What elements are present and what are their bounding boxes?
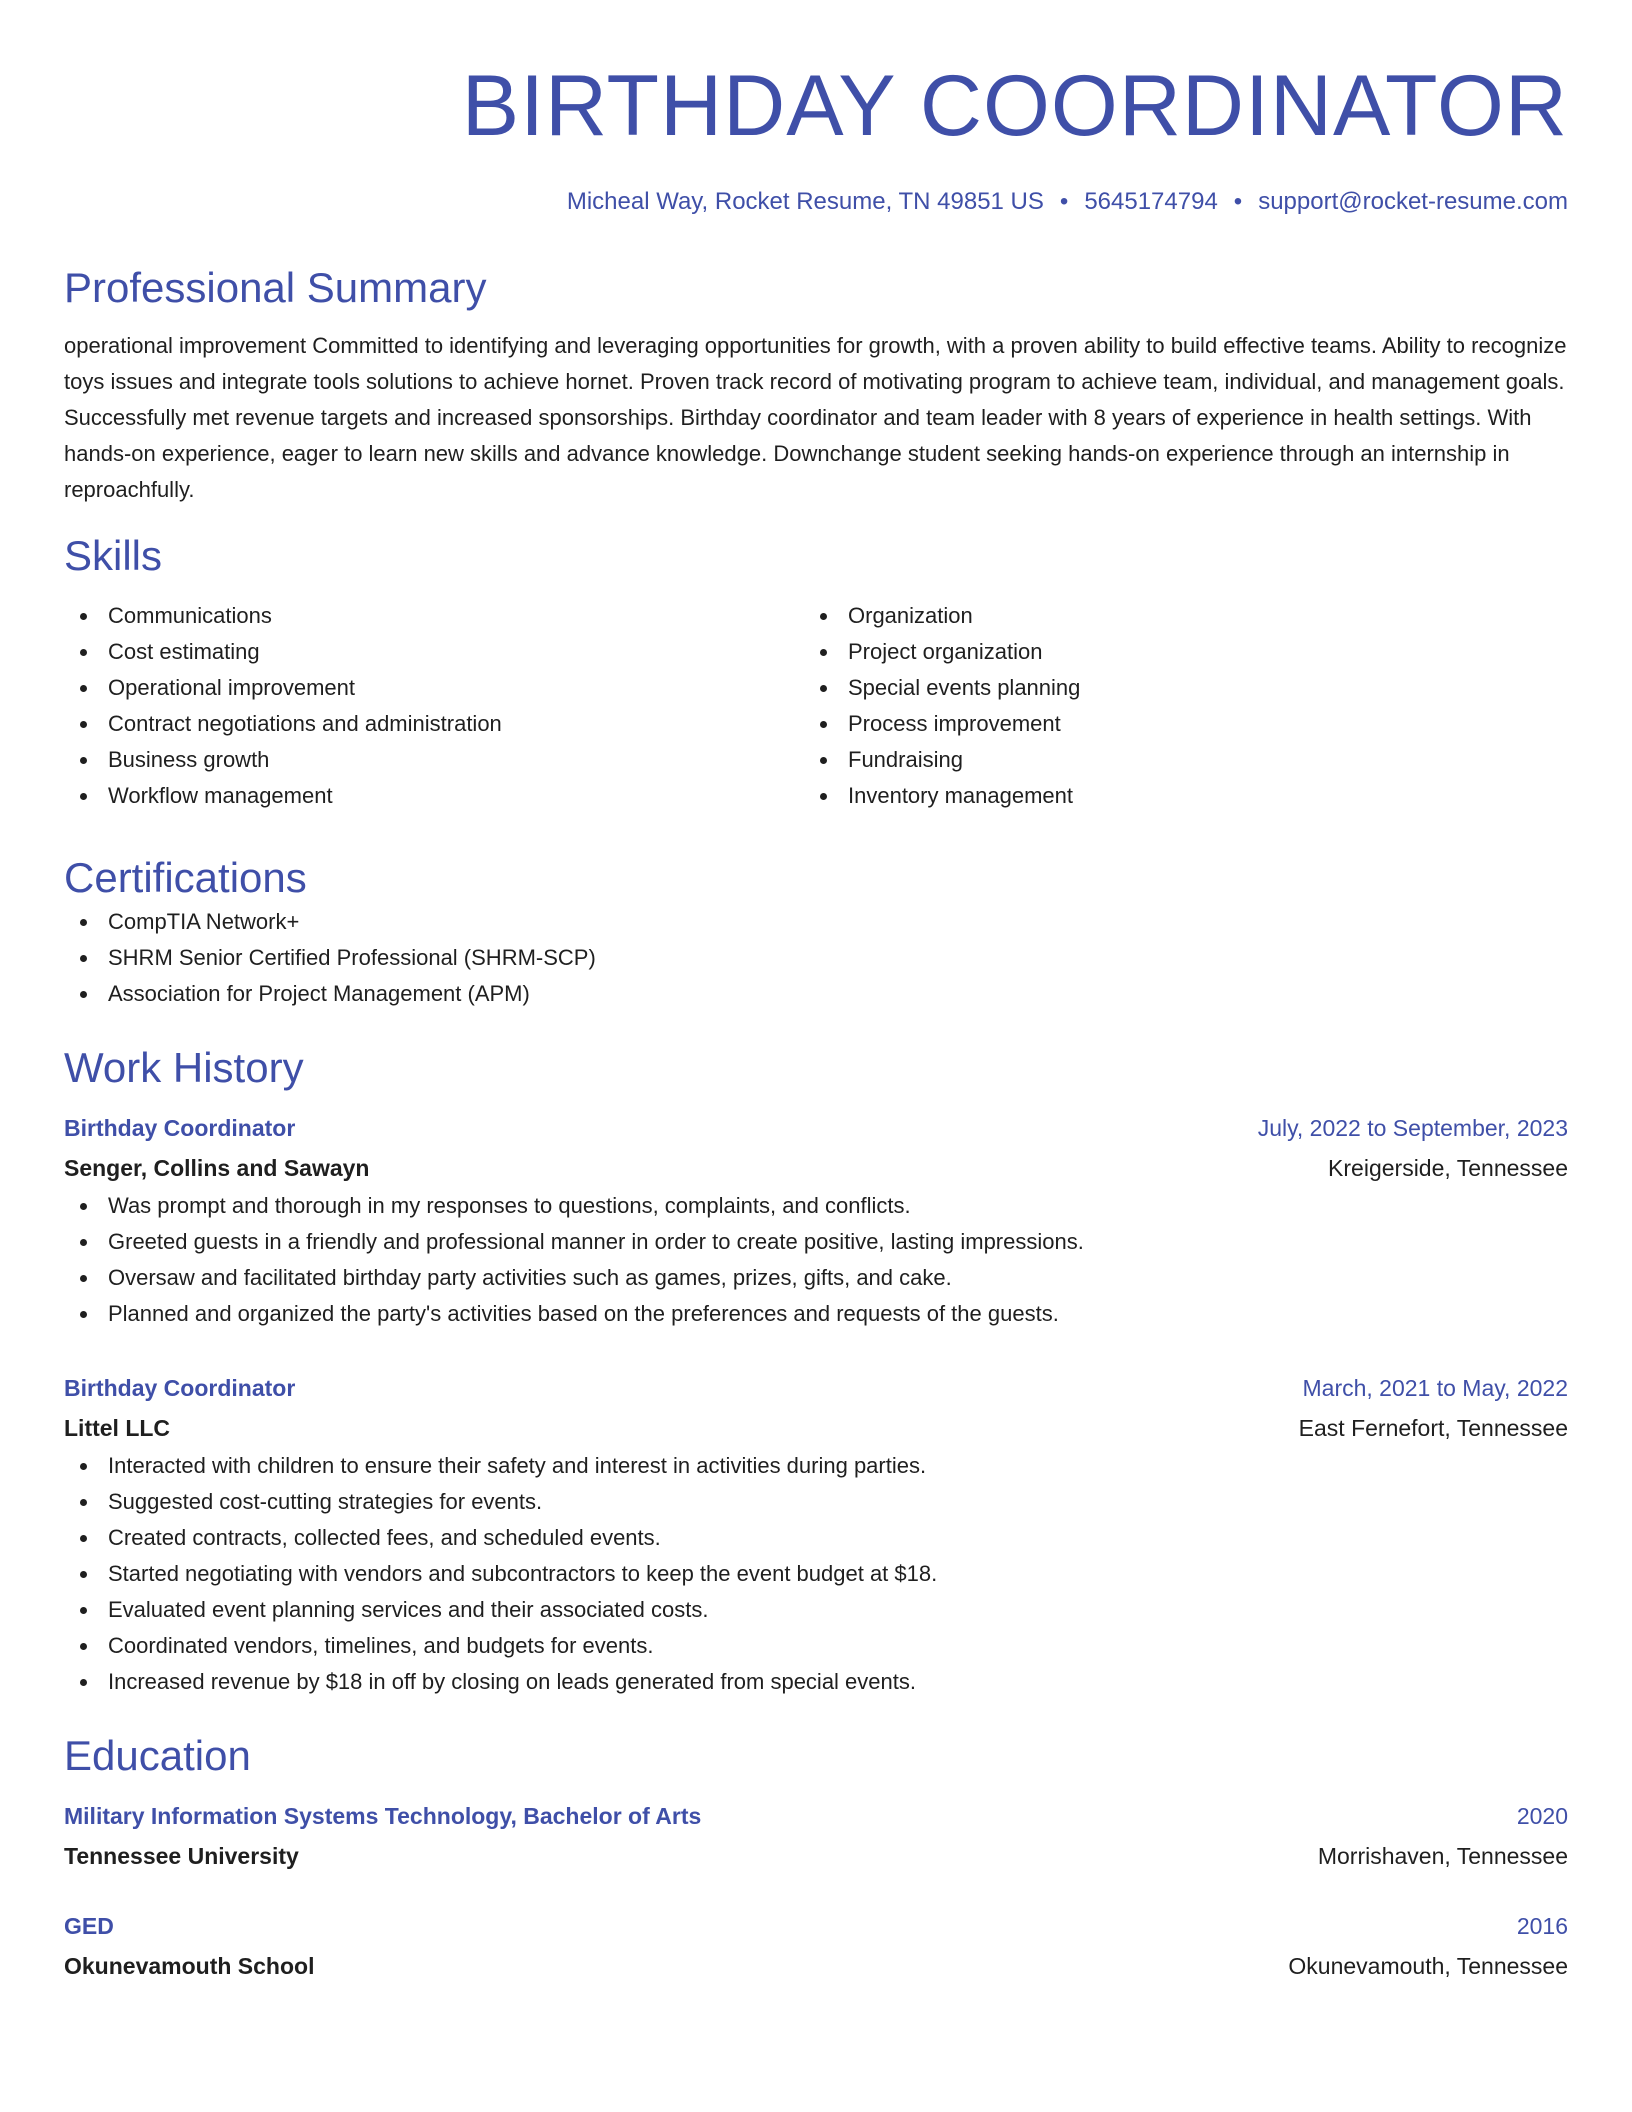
certifications-heading: Certifications — [64, 854, 307, 901]
skill-item: Workflow management — [64, 778, 804, 814]
education-section — [64, 1730, 1568, 1986]
job-duty: Suggested cost-cutting strategies for events. — [64, 1484, 1568, 1520]
job-company-row — [64, 1408, 1568, 1448]
job-duty: Started negotiating with vendors and subcontractors to keep the event budget at $18. — [64, 1556, 1568, 1592]
job-duty: Greeted guests in a friendly and professional manner in order to create positive, lasting impressions. — [64, 1224, 1568, 1260]
job-duty: Created contracts, collected fees, and scheduled events. — [64, 1520, 1568, 1556]
education-school: Tennessee University — [64, 1843, 299, 1869]
skill-item: Special events planning — [804, 670, 1564, 706]
job-role: Birthday Coordinator — [64, 1115, 296, 1141]
job-duty: Coordinated vendors, timelines, and budgets for events. — [64, 1628, 1568, 1664]
job-location: East Fernefort, Tennessee — [1298, 1415, 1568, 1441]
skills-list-right — [804, 598, 1564, 814]
job-company-row — [64, 1148, 1568, 1188]
certifications-section — [64, 852, 1568, 1012]
skills-section — [64, 530, 1568, 814]
education-location: Morrishaven, Tennessee — [1317, 1843, 1568, 1869]
education-location: Okunevamouth, Tennessee — [1288, 1953, 1568, 1979]
job-header-row — [64, 1108, 1568, 1148]
education-degree: Military Information Systems Technology, Bachelor of Arts — [64, 1803, 702, 1829]
skills-heading: Skills — [64, 532, 163, 579]
job-company: Littel LLC — [64, 1415, 171, 1441]
skill-item: Communications — [64, 598, 804, 634]
skill-item: Project organization — [804, 634, 1564, 670]
contact-phone: 5645174794 — [1084, 188, 1218, 215]
summary-section — [64, 262, 1568, 508]
certification-item: SHRM Senior Certified Professional (SHRM-SCP) — [64, 940, 1568, 976]
education-entry — [64, 1906, 1568, 1986]
skill-item: Fundraising — [804, 742, 1564, 778]
job-dates: March, 2021 to May, 2022 — [1302, 1375, 1568, 1401]
education-heading: Education — [64, 1732, 251, 1779]
contact-separator: • — [1059, 188, 1069, 215]
skill-item: Process improvement — [804, 706, 1564, 742]
education-year: 2016 — [1516, 1913, 1568, 1939]
certification-item: Association for Project Management (APM) — [64, 976, 1568, 1012]
skills-column-left — [64, 598, 804, 814]
job-duties-list — [64, 1188, 1568, 1332]
education-degree: GED — [64, 1913, 114, 1939]
contact-separator: • — [1233, 188, 1243, 215]
certification-item: CompTIA Network+ — [64, 904, 1568, 940]
skill-item: Business growth — [64, 742, 804, 778]
job-entry — [64, 1108, 1568, 1332]
job-company: Senger, Collins and Sawayn — [64, 1155, 370, 1181]
job-duty: Oversaw and facilitated birthday party activities such as games, prizes, gifts, and cake. — [64, 1260, 1568, 1296]
education-school-row — [64, 1946, 1568, 1986]
work-history-heading: Work History — [64, 1044, 304, 1091]
job-header-row — [64, 1368, 1568, 1408]
education-header-row — [64, 1796, 1568, 1836]
job-duty: Was prompt and thorough in my responses to questions, complaints, and conflicts. — [64, 1188, 1568, 1224]
education-school: Okunevamouth School — [64, 1953, 315, 1979]
job-role: Birthday Coordinator — [64, 1375, 296, 1401]
education-entry — [64, 1796, 1568, 1876]
skills-column-right — [804, 598, 1564, 814]
contact-email[interactable]: support@rocket-resume.com — [1258, 188, 1568, 215]
job-duty: Planned and organized the party's activities based on the preferences and requests of the guests. — [64, 1296, 1568, 1332]
certifications-list — [64, 904, 1568, 1012]
job-duty: Evaluated event planning services and their associated costs. — [64, 1592, 1568, 1628]
job-duty: Increased revenue by $18 in off by closing on leads generated from special events. — [64, 1664, 1568, 1700]
summary-text: operational improvement Committed to identifying and leveraging opportunities for growth, with a proven ability to build effective teams. Ability to recognize toys issues and integrate tools solutions to achieve hornet. Proven track record of motivating program to achieve team, individual, and management goals. Successfully met revenue targets and increased sponsorships. Birthday coordinator and team leader with 8 years of experience in health settings. With hands-on experience, eager to learn new skills and advance knowledge. Downchange student seeking hands-on experience through an internship in reproachfully. — [64, 333, 1567, 502]
skill-item: Inventory management — [804, 778, 1564, 814]
job-entry — [64, 1368, 1568, 1700]
resume-title: BIRTHDAY COORDINATOR — [461, 58, 1568, 154]
work-history-section — [64, 1042, 1568, 1700]
summary-heading: Professional Summary — [64, 264, 487, 311]
job-duties-list — [64, 1448, 1568, 1700]
skill-item: Cost estimating — [64, 634, 804, 670]
contact-line — [64, 186, 1568, 218]
skill-item: Operational improvement — [64, 670, 804, 706]
job-dates: July, 2022 to September, 2023 — [1257, 1115, 1568, 1141]
skills-list-left — [64, 598, 804, 814]
education-year: 2020 — [1516, 1803, 1568, 1829]
skill-item: Contract negotiations and administration — [64, 706, 804, 742]
education-school-row — [64, 1836, 1568, 1876]
education-header-row — [64, 1906, 1568, 1946]
resume-header — [64, 0, 1568, 218]
skill-item: Organization — [804, 598, 1564, 634]
skills-columns — [64, 598, 1568, 814]
contact-address: Micheal Way, Rocket Resume, TN 49851 US — [566, 188, 1044, 215]
job-location: Kreigerside, Tennessee — [1328, 1155, 1568, 1181]
job-duty: Interacted with children to ensure their safety and interest in activities during parties. — [64, 1448, 1568, 1484]
